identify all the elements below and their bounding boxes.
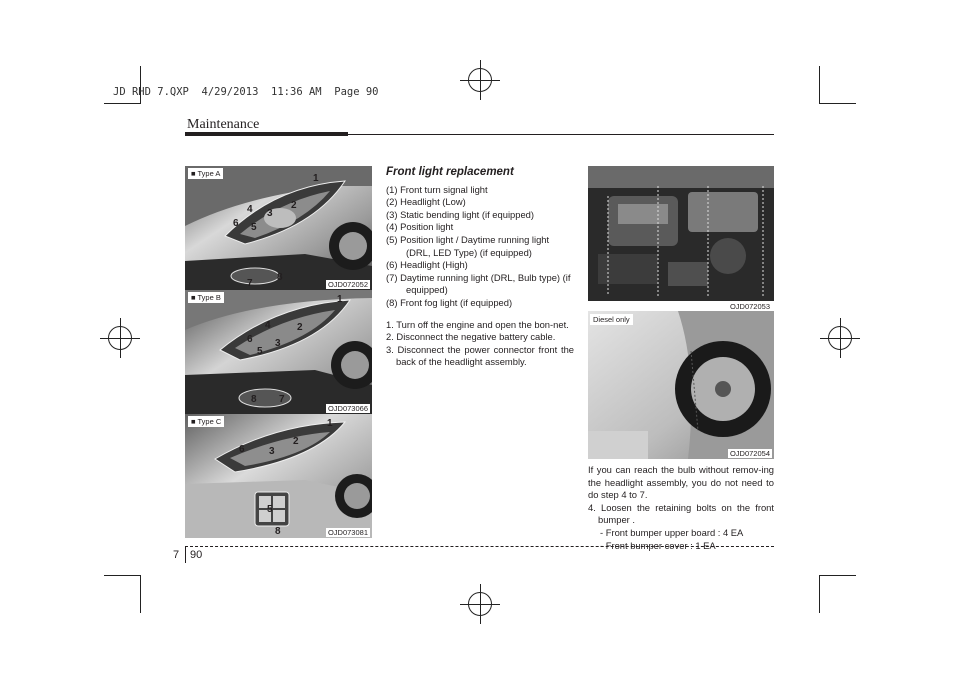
- photo-type-c: [185, 414, 372, 538]
- svg-text:8: 8: [251, 394, 257, 405]
- headlight-type-c-illustration: [185, 414, 372, 538]
- chapter-number: 7: [173, 549, 180, 561]
- part-item: (7) Daytime running light (DRL, Bulb type) (if equipped): [386, 271, 571, 296]
- svg-text:4: 4: [247, 204, 253, 215]
- svg-text:3: 3: [275, 338, 281, 349]
- svg-text:1: 1: [313, 173, 319, 184]
- svg-text:6: 6: [239, 444, 245, 455]
- crop-mark: [140, 66, 141, 104]
- svg-text:5: 5: [257, 346, 263, 357]
- crop-mark: [104, 103, 141, 104]
- text-column-middle: [386, 166, 574, 369]
- svg-text:2: 2: [291, 200, 297, 211]
- svg-text:1: 1: [327, 418, 333, 429]
- photo-type-label: ■ Type B: [188, 292, 224, 303]
- svg-text:6: 6: [233, 218, 239, 229]
- svg-text:5: 5: [267, 504, 273, 515]
- crop-mark: [140, 575, 141, 613]
- svg-text:7: 7: [247, 278, 253, 289]
- registration-mark-right: [820, 318, 860, 358]
- print-slug: JD RHD 7.QXP 4/29/2013 11:36 AM Page 90: [113, 86, 379, 98]
- svg-text:2: 2: [297, 322, 303, 333]
- engine-bay-illustration: [588, 166, 774, 301]
- section-heading: Front light replacement: [386, 166, 514, 178]
- svg-text:8: 8: [275, 526, 281, 537]
- svg-text:3: 3: [269, 446, 275, 457]
- crop-mark: [819, 66, 820, 104]
- photo-engine-bay: [588, 166, 774, 311]
- crop-mark: [819, 575, 856, 576]
- text-column-right: [588, 464, 774, 552]
- photo-code: OJD072053: [729, 302, 770, 311]
- photo-type-label: ■ Type A: [188, 168, 223, 179]
- header-rule-thick: [185, 132, 348, 136]
- svg-text:8: 8: [277, 272, 283, 283]
- headlight-type-a-illustration: [185, 166, 372, 290]
- svg-text:4: 4: [265, 320, 271, 331]
- registration-mark-top: [460, 60, 500, 100]
- registration-mark-left: [100, 318, 140, 358]
- section-title: Maintenance: [187, 117, 260, 132]
- sub-item: - Front bumper cover : 1 EA: [600, 539, 716, 551]
- svg-text:6: 6: [247, 334, 253, 345]
- svg-text:5: 5: [251, 222, 257, 233]
- photo-diesel: [588, 311, 774, 459]
- crop-mark: [819, 575, 820, 613]
- step-item: 4. Loosen the retaining bolts on the front bumper .: [588, 501, 774, 526]
- part-item: (4) Position light: [386, 221, 454, 233]
- part-item: (3) Static bending light (if equipped): [386, 208, 535, 220]
- svg-text:7: 7: [279, 394, 285, 405]
- registration-mark-bottom: [460, 584, 500, 624]
- part-item: (5) Position light / Daytime running light (DRL, LED Type) (if equipped): [386, 233, 550, 258]
- crop-mark: [819, 103, 856, 104]
- bumper-illustration: [588, 311, 774, 459]
- diesel-only-tag: Diesel only: [590, 314, 633, 325]
- svg-text:2: 2: [293, 436, 299, 447]
- svg-text:3: 3: [267, 208, 273, 219]
- footer-divider: [185, 546, 186, 563]
- step-item: 3. Disconnect the power connector front the back of the headlight assembly.: [386, 343, 574, 368]
- photo-code: OJD072054: [729, 449, 770, 458]
- crop-mark: [104, 575, 141, 576]
- part-item: (8) Front fog light (if equipped): [386, 296, 513, 308]
- photo-code: OJD072052: [327, 280, 368, 289]
- note-paragraph: If you can reach the bulb without remov-ing the headlight assembly, you do not need to do step 4 to 7.: [588, 464, 774, 501]
- page-number: 90: [190, 549, 203, 561]
- photo-code: OJD073066: [327, 404, 368, 413]
- photo-type-label: ■ Type C: [188, 416, 224, 427]
- step-item: 1. Turn off the engine and open the bon-net.: [386, 318, 569, 330]
- step-item: 2. Disconnect the negative battery cable.: [386, 331, 556, 343]
- sub-item: - Front bumper upper board : 4 EA: [600, 526, 744, 538]
- part-item: (6) Headlight (High): [386, 259, 468, 271]
- part-item: (2) Headlight (Low): [386, 196, 466, 208]
- part-item: (1) Front turn signal light: [386, 183, 488, 195]
- svg-text:1: 1: [337, 294, 343, 305]
- photo-type-a: [185, 166, 372, 290]
- photo-code: OJD073081: [327, 528, 368, 537]
- footer-rule: [185, 546, 774, 547]
- headlight-type-b-illustration: [185, 290, 372, 414]
- header-rule-thin: [348, 134, 774, 135]
- photo-type-b: [185, 290, 372, 414]
